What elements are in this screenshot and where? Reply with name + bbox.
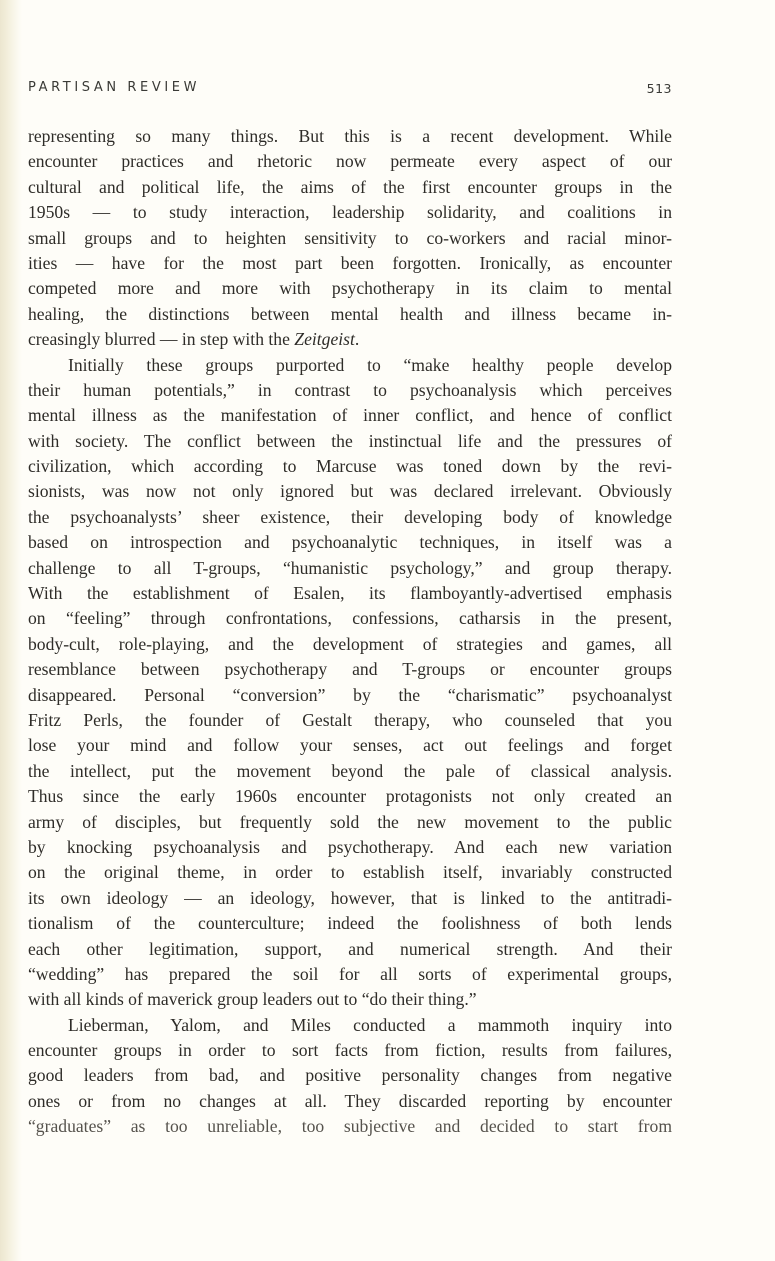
text-line: the psychoanalysts’ sheer existence, their developing body of knowledge (28, 506, 672, 527)
text-line: mental illness as the manifestation of inner conflict, and hence of conflict (28, 405, 672, 426)
text-line: by knocking psychoanalysis and psychotherapy. And each new variation (28, 836, 672, 857)
text-line: with society. The conflict between the instinctual life and the pressures of (28, 430, 672, 451)
italic-term: Zeitgeist (294, 329, 355, 350)
text-line: body-cult, role-playing, and the development of strategies and games, all (28, 633, 672, 654)
text-line: ities — have for the most part been forgotten. Ironically, as encounter (28, 252, 672, 273)
text-line: on the original theme, in order to establish itself, invariably constructed (28, 862, 672, 883)
text-line: their human potentials,” in contrast to psychoanalysis which perceives (28, 379, 672, 400)
text-line: civilization, which according to Marcuse was toned down by the revi- (28, 456, 672, 477)
text-line: with all kinds of maverick group leaders out to “do their thing.” (28, 989, 477, 1010)
text-line: on “feeling” through confrontations, confessions, catharsis in the present, (28, 608, 672, 629)
text-line: disappeared. Personal “conversion” by the “charismatic” psychoanalyst (28, 684, 672, 705)
paragraph (28, 124, 672, 353)
text-line: Fritz Perls, the founder of Gestalt therapy, who counseled that you (28, 709, 672, 730)
text-line: With the establishment of Esalen, its flamboyantly-advertised emphasis (28, 583, 672, 604)
text-fragment: . (354, 329, 360, 350)
text-line: “graduates” as too unreliable, too subjective and decided to start from (28, 1116, 672, 1137)
text-line: 1950s — to study interaction, leadership solidarity, and coalitions in (28, 202, 672, 223)
text-line: army of disciples, but frequently sold the new movement to the public (28, 811, 672, 832)
text-line: its own ideology — an ideology, however, that is linked to the antitradi- (28, 887, 672, 908)
page-gutter-shadow (0, 0, 22, 1261)
text-line: each other legitimation, support, and numerical strength. And their (28, 938, 672, 959)
text-line: tionalism of the counterculture; indeed the foolishness of both lends (28, 913, 672, 934)
text-line: the intellect, put the movement beyond the pale of classical analysis. (28, 760, 672, 781)
text-line: competed more and more with psychotherapy in its claim to mental (28, 278, 672, 299)
text-line: representing so many things. But this is a recent development. While (28, 126, 672, 146)
text-line: sionists, was now not only ignored but was declared irrelevant. Obviously (28, 481, 672, 502)
text-line: Lieberman, Yalom, and Miles conducted a mammoth inquiry into (68, 1014, 672, 1035)
text-line: encounter groups in order to sort facts from fiction, results from failures, (28, 1040, 672, 1061)
text-line: good leaders from bad, and positive personality changes from negative (28, 1065, 672, 1086)
journal-title: PARTISAN REVIEW (28, 80, 201, 95)
text-line: challenge to all T-groups, “humanistic psychology,” and group therapy. (28, 557, 672, 578)
text-line: “wedding” has prepared the soil for all sorts of experimental groups, (28, 963, 672, 984)
text-line: resemblance between psychotherapy and T-groups or encounter groups (28, 659, 672, 680)
running-head (28, 80, 672, 100)
paragraph (28, 1013, 672, 1140)
text-line: cultural and political life, the aims of the first encounter groups in the (28, 176, 672, 197)
text-line: Thus since the early 1960s encounter protagonists not only created an (28, 786, 672, 807)
text-line: based on introspection and psychoanalytic techniques, in itself was a (28, 532, 672, 553)
text-line: ones or from no changes at all. They discarded reporting by encounter (28, 1090, 672, 1111)
text-line: encounter practices and rhetoric now permeate every aspect of our (28, 151, 672, 172)
text-fragment: creasingly blurred — in step with the (28, 329, 295, 350)
article-body (28, 124, 672, 1140)
text-line: lose your mind and follow your senses, act out feelings and forget (28, 735, 672, 756)
text-line: Initially these groups purported to “make healthy people develop (68, 354, 672, 375)
paragraph (28, 353, 672, 1013)
text-line (28, 327, 672, 352)
text-line: small groups and to heighten sensitivity to co-workers and racial minor- (28, 227, 672, 248)
text-line: healing, the distinctions between mental health and illness became in- (28, 303, 672, 324)
page-number: 513 (646, 81, 672, 96)
